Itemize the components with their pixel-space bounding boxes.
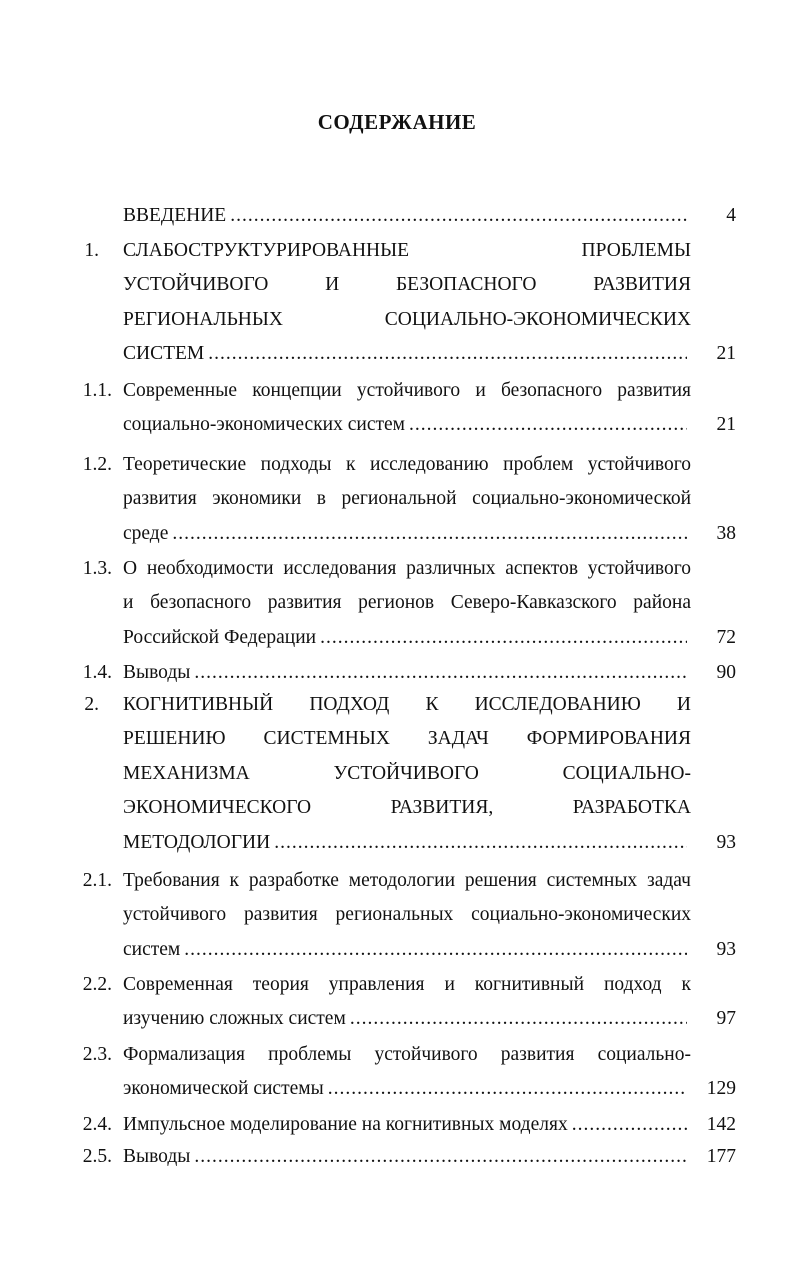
toc-entry-number: 1.3. [82,558,112,579]
toc-entry-text: среде [123,522,169,544]
toc-entry-title [123,1140,691,1174]
dot-leader [328,1072,687,1106]
toc-entry-number: 1. [84,240,99,261]
toc-page-number: 72 [716,626,736,648]
toc-entry-title [123,234,691,372]
toc-entry-text: и безопасного развития регионов Северо-Кавказского района [123,592,691,614]
toc-entry-title [123,199,691,233]
toc-page-number: 177 [706,1146,736,1167]
toc-page-number: 129 [706,1078,736,1100]
toc-entry-title [123,1108,691,1142]
dot-leader [409,408,687,442]
toc-page-number: 21 [716,414,736,436]
toc-entry-text: Современная теория управления и когнитивный подход к [123,974,691,995]
toc-page-number: 97 [716,1008,736,1030]
toc-entry-text: СЛАБОСТРУКТУРИРОВАННЫЕ ПРОБЛЕМЫ [123,240,691,261]
toc-entry-text: систем [123,938,181,960]
toc-entry-text: Требования к разработке методологии решения системных задач [123,870,691,891]
toc-entry-number: 1.4. [82,662,112,683]
toc-entry-text: развития экономики в региональной социально-экономической [123,488,691,510]
toc-entry-title [123,552,691,655]
toc-entry-number: 2.2. [82,974,112,995]
dot-leader [194,656,687,690]
dot-leader [320,621,687,655]
toc-entry-number: 2.3. [82,1044,112,1065]
toc-entry-number: 1.1. [82,380,112,401]
toc-entry-text: КОГНИТИВНЫЙ ПОДХОД К ИССЛЕДОВАНИЮ И [123,694,691,715]
toc-entry-text: ВВЕДЕНИЕ [123,205,227,226]
toc-page-number: 38 [716,522,736,544]
toc-entry-number: 1.2. [82,454,112,475]
toc-entry-text: Теоретические подходы к исследованию проблем устойчивого [123,454,691,475]
toc-entry-title [123,968,691,1037]
toc-entry-text: Формализация проблемы устойчивого развития социально- [123,1044,691,1065]
dot-leader [208,337,687,371]
toc-entry-text: РЕШЕНИЮ СИСТЕМНЫХ ЗАДАЧ ФОРМИРОВАНИЯ [123,728,691,750]
toc-page-number: 93 [716,831,736,853]
dot-leader [172,517,687,551]
toc-entry-text: РЕГИОНАЛЬНЫХ СОЦИАЛЬНО-ЭКОНОМИЧЕСКИХ [123,308,691,330]
toc-entry-text: устойчивого развития региональных социально-экономических [123,904,691,926]
toc-entry-text: МЕТОДОЛОГИИ [123,831,271,853]
toc-entry-text: Импульсное моделирование на когнитивных моделях [123,1114,568,1135]
toc-entry-title [123,864,691,967]
toc-entry-title [123,656,691,690]
toc-page-number: 90 [716,662,736,683]
toc-entry-text: Российской Федерации [123,626,317,648]
toc-entry-number: 2. [84,694,99,715]
dot-leader [350,1002,687,1036]
toc-entry-number: 2.4. [82,1114,112,1135]
dot-leader [194,1140,687,1174]
toc-page-number: 93 [716,938,736,960]
dot-leader [230,199,687,233]
toc-entry-text: УСТОЙЧИВОГО И БЕЗОПАСНОГО РАЗВИТИЯ [123,274,691,296]
dot-leader [184,933,687,967]
toc-entry-title [123,448,691,551]
toc-entry-text: МЕХАНИЗМА УСТОЙЧИВОГО СОЦИАЛЬНО- [123,762,691,784]
dot-leader [572,1108,687,1142]
toc-entry-text: Современные концепции устойчивого и безопасного развития [123,380,691,401]
toc-page-number: 21 [716,343,736,365]
toc-entry-text: экономической системы [123,1078,324,1100]
toc-entry-number: 2.5. [82,1146,112,1167]
page-title: СОДЕРЖАНИЕ [317,110,477,134]
toc-entry-title [123,688,691,860]
toc-entry-text: ЭКОНОМИЧЕСКОГО РАЗВИТИЯ, РАЗРАБОТКА [123,797,691,819]
toc-entry-text: О необходимости исследования различных аспектов устойчивого [123,558,691,579]
toc-page-number: 142 [706,1114,736,1135]
toc-entry-text: социально-экономических систем [123,414,405,436]
toc-entry-text: Выводы [123,1146,191,1167]
toc-entry-title [123,1038,691,1107]
toc-entry-text: изучению сложных систем [123,1008,346,1030]
toc-entry-text: СИСТЕМ [123,343,205,365]
dot-leader [274,826,687,860]
toc-page-number: 4 [726,205,736,226]
toc-entry-title [123,374,691,443]
toc-entry-number: 2.1. [82,870,112,891]
toc-entry-text: Выводы [123,662,191,683]
